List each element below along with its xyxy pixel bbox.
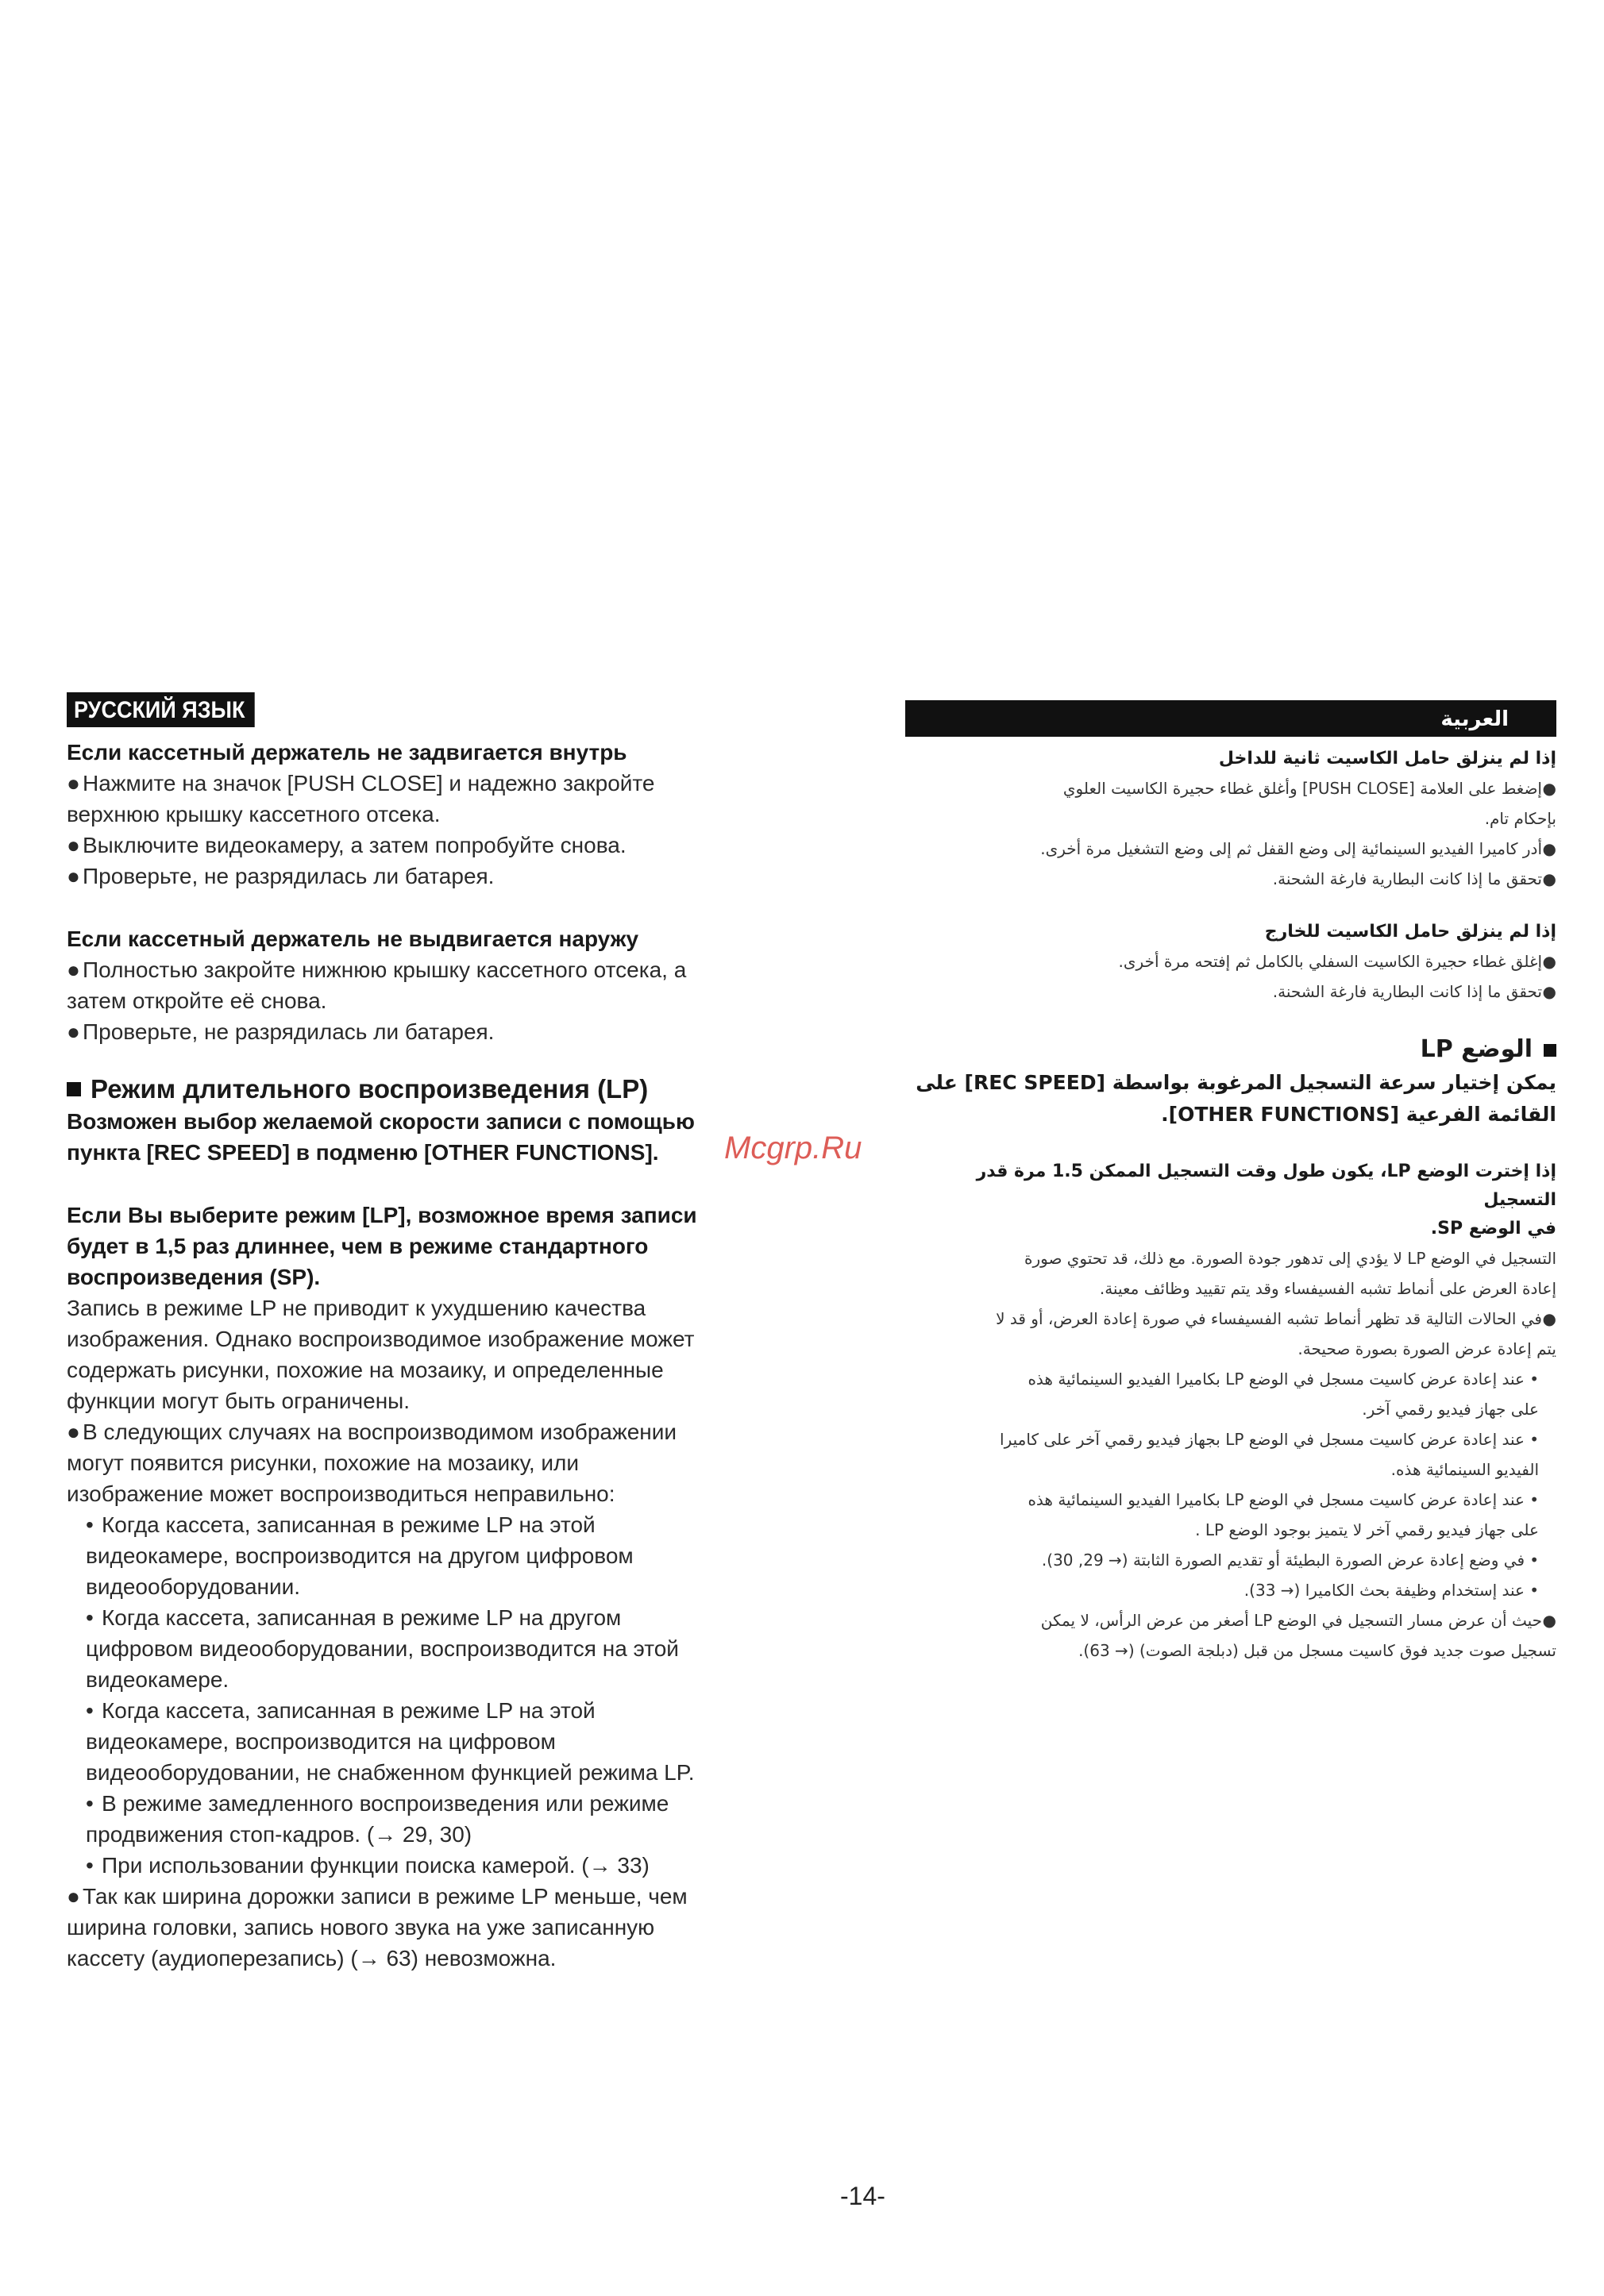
bullet-list	[905, 773, 1556, 894]
list-item-line: ● В следующих случаях на воспроизводимом изображении	[83, 1416, 813, 1447]
list-item	[67, 861, 813, 892]
list-item-line: ●تحقق ما إذا كانت البطارية فارغة الشحنة.	[905, 864, 1542, 894]
bullet-list	[67, 1416, 813, 1509]
list-item-line: الفيديو السينمائية هذه.	[1390, 1460, 1539, 1479]
language-badge-russian: РУССКИЙ ЯЗЫК	[67, 692, 255, 727]
text-line: التسجيل في الوضع LP لا يؤدي إلى تدهور جودة الصورة. مع ذلك، قد تحتوي صورة	[1024, 1249, 1556, 1268]
list-item-line: ●تحقق ما إذا كانت البطارية فارغة الشحنة.	[905, 977, 1542, 1007]
list-item-line: ●في الحالات التالية قد تظهر أنماط تشبه الفسيفساء في صورة إعادة العرض، أو قد لا	[905, 1304, 1542, 1334]
bold-paragraph	[67, 1106, 813, 1168]
bullet-icon: •	[1529, 1490, 1539, 1509]
bullet-icon: •	[86, 1698, 94, 1723]
bullet-list	[67, 768, 813, 892]
bullet-list	[67, 954, 813, 1047]
bullet-list	[905, 946, 1556, 1007]
text-line: Запись в режиме LP не приводит к ухудшению качества	[67, 1296, 646, 1320]
bullet-icon: ●	[67, 957, 80, 982]
text-line: في الوضع SP.	[1430, 1219, 1556, 1239]
text-line: содержать рисунки, похожие на мозаику, и определенные	[67, 1358, 664, 1382]
list-item-line: •في وضع إعادة عرض الصورة البطيئة أو تقديم الصورة الثابتة (→ 29, 30).	[905, 1545, 1525, 1575]
list-item-line: على جهاز فيديو رقمي آخر.	[1362, 1400, 1539, 1419]
list-item	[67, 830, 813, 861]
bullet-icon: •	[86, 1791, 94, 1816]
russian-column	[67, 692, 813, 1974]
section-title-holder-not-in: Если кассетный держатель не задвигается внутрь	[67, 740, 627, 765]
text-line: изображения. Однако воспроизводимое изображение может	[67, 1327, 695, 1351]
list-item-line: تسجيل صوت جديد فوق كاسيت مسجل من قبل (دبلجة الصوت) (→ 63).	[1078, 1641, 1556, 1660]
list-item-line: затем откройте её снова.	[67, 988, 327, 1013]
bullet-icon: ●	[67, 833, 80, 857]
text-line: будет в 1,5 раз длиннее, чем в режиме стандартного	[67, 1234, 649, 1258]
bullet-icon: •	[1529, 1551, 1539, 1570]
bullet-icon: ●	[1542, 1611, 1556, 1630]
list-item-line: ● Выключите видеокамеру, а затем попробуйте снова.	[83, 830, 813, 861]
list-item-line: ● Проверьте, не разрядилась ли батарея.	[83, 1016, 813, 1047]
list-item-line: ●إغلق غطاء حجيرة الكاسيت السفلي بالكامل ثم إفتحه مرة أخرى.	[905, 946, 1542, 977]
list-item	[67, 1695, 813, 1788]
bullet-icon: ●	[67, 771, 80, 796]
list-item-line: ●حيث أن عرض مسار التسجيل في الوضع LP أصغر من عرض الرأس، لا يمكن	[905, 1605, 1542, 1635]
bullet-icon: •	[86, 1512, 94, 1537]
list-item-line: • При использовании функции поиска камерой. (→ 33)	[102, 1850, 813, 1881]
list-item	[905, 1575, 1556, 1605]
bullet-icon: ●	[1542, 952, 1556, 971]
list-item	[67, 1881, 813, 1974]
list-item-line: видеооборудовании.	[86, 1574, 301, 1599]
list-item-line: видеокамере.	[86, 1667, 229, 1692]
sub-bullet-list	[67, 1509, 813, 1881]
text-paragraph	[905, 1243, 1556, 1304]
text-line: пункта [REC SPEED] в подменю [OTHER FUNCTIONS].	[67, 1140, 659, 1165]
text-line: Если Вы выберите режим [LP], возможное время записи	[67, 1203, 697, 1227]
bullet-icon: ●	[1542, 779, 1556, 798]
list-item-line: •عند إستخدام وظيفة بحث الكاميرا (→ 33).	[905, 1575, 1525, 1605]
text-paragraph	[67, 1292, 813, 1416]
text-line: Возможен выбор желаемой скорости записи с помощью	[67, 1109, 695, 1134]
list-item-line: ●أدر كاميرا الفيديو السينمائية إلى وضع القفل ثم إلى وضع التشغيل مرة أخرى.	[905, 834, 1542, 864]
list-item-line: изображение может воспроизводиться неправильно:	[67, 1481, 615, 1506]
list-item-line: • Когда кассета, записанная в режиме LP на этой	[102, 1695, 813, 1726]
bullet-icon: ●	[1542, 869, 1556, 888]
list-item-line: بإحكام تام.	[1484, 809, 1556, 828]
bullet-icon: •	[86, 1605, 94, 1630]
list-item-line: ● Так как ширина дорожки записи в режиме LP меньше, чем	[83, 1881, 813, 1912]
list-item-line: •عند إعادة عرض كاسيت مسجل في الوضع LP بجهاز فيديو رقمي آخر على كاميرا	[905, 1424, 1525, 1454]
list-item-line: цифровом видеооборудовании, воспроизводится на этой	[86, 1636, 679, 1661]
list-item	[67, 954, 813, 1016]
list-item	[905, 1485, 1556, 1545]
bold-paragraph	[905, 1158, 1556, 1243]
list-item-line: кассету (аудиоперезапись) (→ 63) невозможна.	[67, 1946, 557, 1970]
list-item-line: ● Проверьте, не разрядилась ли батарея.	[83, 861, 813, 892]
list-item	[905, 1304, 1556, 1364]
list-item-line: •عند إعادة عرض كاسيت مسجل في الوضع LP بكاميرا الفيديو السينمائية هذه	[905, 1485, 1525, 1515]
text-line: إذا إخترت الوضع LP، يكون طول وقت التسجيل الممكن 1.5 مرة قدر التسجيل	[976, 1161, 1556, 1210]
list-item-line: верхнюю крышку кассетного отсека.	[67, 802, 441, 826]
list-item-line: ● Полностью закройте нижнюю крышку кассетного отсека, а	[83, 954, 813, 985]
list-item-line: продвижения стоп-кадров. (→ 29, 30)	[86, 1822, 472, 1847]
text-line: يمكن إختيار سرعة التسجيل المرغوبة بواسطة [REC SPEED] على	[916, 1071, 1556, 1094]
bullet-icon: •	[1529, 1370, 1539, 1389]
list-item	[67, 1788, 813, 1850]
list-item-line: • В режиме замедленного воспроизведения или режиме	[102, 1788, 813, 1819]
list-item-line: ●إضغط على العلامة [PUSH CLOSE] وأغلق غطاء حجيرة الكاسيت العلوي	[905, 773, 1542, 803]
list-item-line: ● Нажмите на значок [PUSH CLOSE] и надежно закройте	[83, 768, 813, 799]
arabic-column	[905, 700, 1556, 1666]
section-title-holder-not-out-ar: إذا لم ينزلق حامل الكاسيت للخارج	[1264, 922, 1556, 942]
list-item-line: على جهاز فيديو رقمي آخر لا يتميز بوجود الوضع LP .	[1195, 1520, 1539, 1539]
list-item	[67, 768, 813, 830]
list-item	[67, 1509, 813, 1602]
list-item	[67, 1850, 813, 1881]
list-item-line: • Когда кассета, записанная в режиме LP на этой	[102, 1509, 813, 1540]
section-title-holder-not-out: Если кассетный держатель не выдвигается наружу	[67, 926, 639, 951]
bullet-icon: ●	[1542, 839, 1556, 858]
text-line: функции могут быть ограничены.	[67, 1389, 411, 1413]
bullet-icon: •	[1529, 1430, 1539, 1449]
page-number: -14-	[840, 2182, 885, 2210]
square-bullet-icon	[1544, 1044, 1556, 1057]
list-item	[905, 864, 1556, 894]
list-item-line: видеокамере, воспроизводится на другом цифровом	[86, 1543, 634, 1568]
list-item	[905, 1364, 1556, 1424]
list-item-line: могут появится рисунки, похожие на мозаику, или	[67, 1450, 580, 1475]
section-title-lp-mode-ar: الوضع LP	[905, 1032, 1556, 1067]
list-item	[905, 1424, 1556, 1485]
list-item	[67, 1416, 813, 1509]
bullet-list	[67, 1881, 813, 1974]
bullet-icon: •	[1529, 1581, 1539, 1600]
section-title-holder-not-in-ar: إذا لم ينزلق حامل الكاسيت ثانية للداخل	[1218, 749, 1556, 769]
watermark: Mcgrp.Ru	[724, 1131, 862, 1165]
list-item-line: видеооборудовании, не снабженном функцией режима LP.	[86, 1760, 695, 1785]
sub-bullet-list	[905, 1364, 1556, 1605]
square-bullet-icon	[67, 1082, 81, 1096]
text-line: воспроизведения (SP).	[67, 1265, 321, 1289]
bullet-list	[905, 1304, 1556, 1364]
list-item	[905, 1605, 1556, 1666]
list-item	[905, 834, 1556, 864]
bullet-list	[905, 1605, 1556, 1666]
list-item-line: •عند إعادة عرض كاسيت مسجل في الوضع LP بكاميرا الفيديو السينمائية هذه	[905, 1364, 1525, 1394]
bullet-icon: ●	[67, 1019, 80, 1044]
list-item	[67, 1016, 813, 1047]
list-item-line: видеокамере, воспроизводится на цифровом	[86, 1729, 556, 1754]
list-item-line: ширина головки, запись нового звука на уже записанную	[67, 1915, 655, 1940]
bullet-icon: ●	[67, 1420, 80, 1444]
bullet-icon: ●	[67, 1884, 80, 1909]
text-line: القائمة الفرعية [OTHER FUNCTIONS].	[1161, 1103, 1556, 1126]
list-item	[67, 1602, 813, 1695]
list-item	[905, 977, 1556, 1007]
list-item-line: يتم إعادة عرض الصورة بصورة صحيحة.	[1297, 1339, 1556, 1358]
list-item	[905, 946, 1556, 977]
language-badge-arabic: العربية	[905, 700, 1556, 737]
bullet-icon: ●	[67, 864, 80, 888]
bold-paragraph	[67, 1200, 813, 1292]
list-item	[905, 1545, 1556, 1575]
bullet-icon: •	[86, 1853, 94, 1878]
bullet-icon: ●	[1542, 1309, 1556, 1328]
bullet-icon: ●	[1542, 982, 1556, 1001]
section-title-lp-mode: Режим длительного воспроизведения (LP)	[67, 1073, 813, 1106]
bold-paragraph	[905, 1067, 1556, 1131]
list-item-line: • Когда кассета, записанная в режиме LP на другом	[102, 1602, 813, 1633]
list-item	[905, 773, 1556, 834]
text-line: إعادة العرض على أنماط تشبه الفسيفساء وقد يتم تقييد وظائف معينة.	[1099, 1279, 1556, 1298]
